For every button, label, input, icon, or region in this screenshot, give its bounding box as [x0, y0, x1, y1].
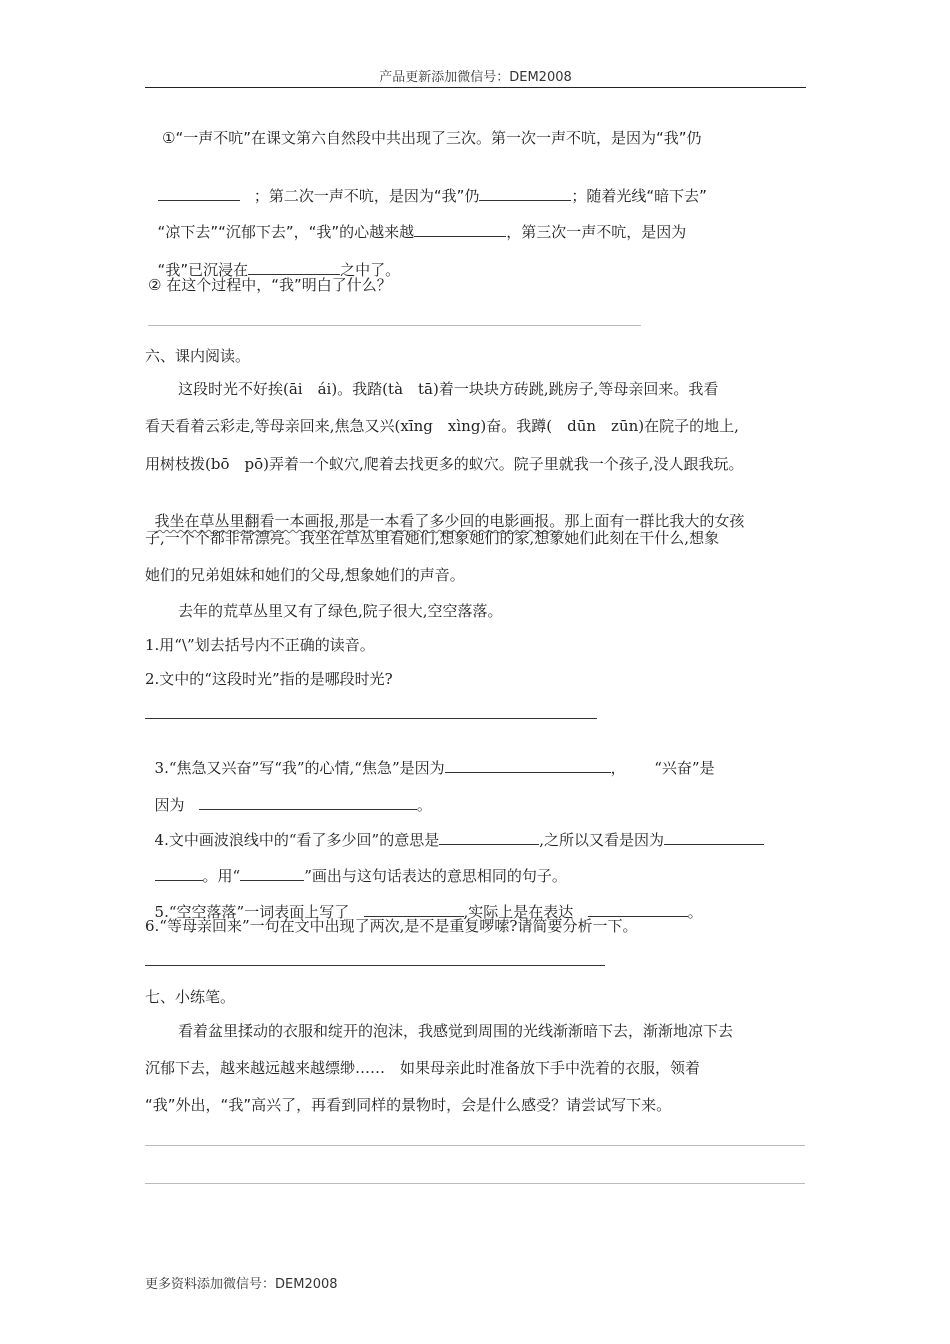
question-5: 5.“空空落落”一词表面上写了 ,实际上是在表达 。	[154, 903, 703, 921]
section-7-heading: 七、小练笔。	[145, 988, 236, 1006]
passage-line: 这段时光不好挨(āi ái)。我踏(tà tā)着一块块方砖跳,跳房子,等母亲回来。我看	[178, 380, 719, 398]
answer-line[interactable]	[145, 965, 605, 966]
wavy-underlined-sentence: 我坐在草丛里翻看一本画报,那是一本看了多少回的电影画报。	[154, 512, 565, 530]
question-2: 2.文中的“这段时光”指的是哪段时光?	[145, 670, 393, 688]
answer-line[interactable]	[145, 718, 597, 719]
answer-blank[interactable]	[248, 260, 340, 275]
question-4-cont: 。用“ ”画出与这句话表达的意思相同的句子。	[145, 846, 567, 886]
section-6-heading: 六、课内阅读。	[145, 347, 251, 365]
question-1: 1.用“\”划去括号内不正确的读音。	[145, 636, 375, 654]
prompt-line: 看着盆里揉动的衣服和绽开的泡沫，我感觉到周围的光线渐渐暗下去，渐渐地凉下去	[178, 1022, 734, 1040]
answer-blank[interactable]	[199, 795, 417, 810]
answer-blank[interactable]	[439, 830, 539, 845]
passage-line: 看天看着云彩走,等母亲回来,焦急又兴(xīng xìng)奋。我蹲( dūn zūn)在院子的地上,	[145, 417, 739, 435]
question-3-cont: 因为 。	[154, 796, 432, 814]
answer-blank[interactable]	[364, 902, 464, 917]
header-divider	[145, 87, 806, 88]
prompt-line: “我”外出，“我”高兴了，再看到同样的景物时，会是什么感受？请尝试写下来。	[145, 1096, 672, 1114]
q5-sub1-line2: ；第二次一声不吭，是因为“我”仍 ；随着光线“暗下去”	[148, 166, 707, 206]
answer-blank[interactable]	[158, 186, 240, 201]
answer-blank[interactable]	[240, 866, 304, 881]
question-6: 6.“等母亲回来”一句在文中出现了两次,是不是重复啰嗦?请简要分析一下。	[145, 917, 638, 935]
passage-line: 用树枝拨(bō pō)弄着一个蚁穴,爬着去找更多的蚁穴。院子里就我一个孩子,没人跟我玩。	[145, 455, 744, 473]
answer-blank[interactable]	[445, 758, 611, 773]
q5-sub2: ② 在这个过程中，“我”明白了什么？	[148, 276, 392, 294]
prompt-line: 沉郁下去，越来越远越来越缥缈…… 如果母亲此时准备放下手中洗着的衣服，领着	[145, 1059, 701, 1077]
answer-blank[interactable]	[479, 186, 571, 201]
question-3: 3.“焦急又兴奋”写“我”的心情,“焦急”是因为 ， “兴奋”是	[154, 759, 715, 777]
question-4: 4.文中画波浪线中的“看了多少回”的意思是 ,之所以又看是因为	[145, 810, 764, 850]
writing-line[interactable]	[145, 1183, 805, 1184]
q5-sub1-line4: “我”已沉浸在 之中了。	[157, 261, 401, 279]
passage-line: 子,一个个都非常漂亮。我坐在草丛里看她们,想象她们的家,想象她们此刻在干什么,想象	[145, 529, 720, 547]
answer-blank[interactable]	[588, 902, 688, 917]
q5-sub1-line3: “凉下去”“沉郁下去”，“我”的心越来越 ，第三次一声不吭，是因为	[157, 223, 687, 241]
passage-line: 她们的兄弟姐妹和她们的父母,想象她们的声音。	[145, 566, 465, 584]
q5-sub1-line1: ①“一声不吭”在课文第六自然段中共出现了三次。第一次一声不吭，是因为“我”仍	[162, 129, 702, 147]
writing-line[interactable]	[145, 1145, 805, 1146]
answer-blank[interactable]	[664, 830, 764, 845]
answer-blank[interactable]	[155, 866, 203, 881]
answer-line[interactable]	[148, 325, 641, 326]
page-footer: 更多资料添加微信号：DEM2008	[145, 1277, 338, 1292]
answer-blank[interactable]	[414, 222, 506, 237]
passage-line: 我坐在草丛里翻看一本画报,那是一本看了多少回的电影画报。那上面有一群比我大的女孩	[154, 512, 745, 530]
passage-line: 去年的荒草丛里又有了绿色,院子很大,空空落落。	[178, 602, 503, 620]
page-header: 产品更新添加微信号：DEM2008	[379, 70, 572, 85]
